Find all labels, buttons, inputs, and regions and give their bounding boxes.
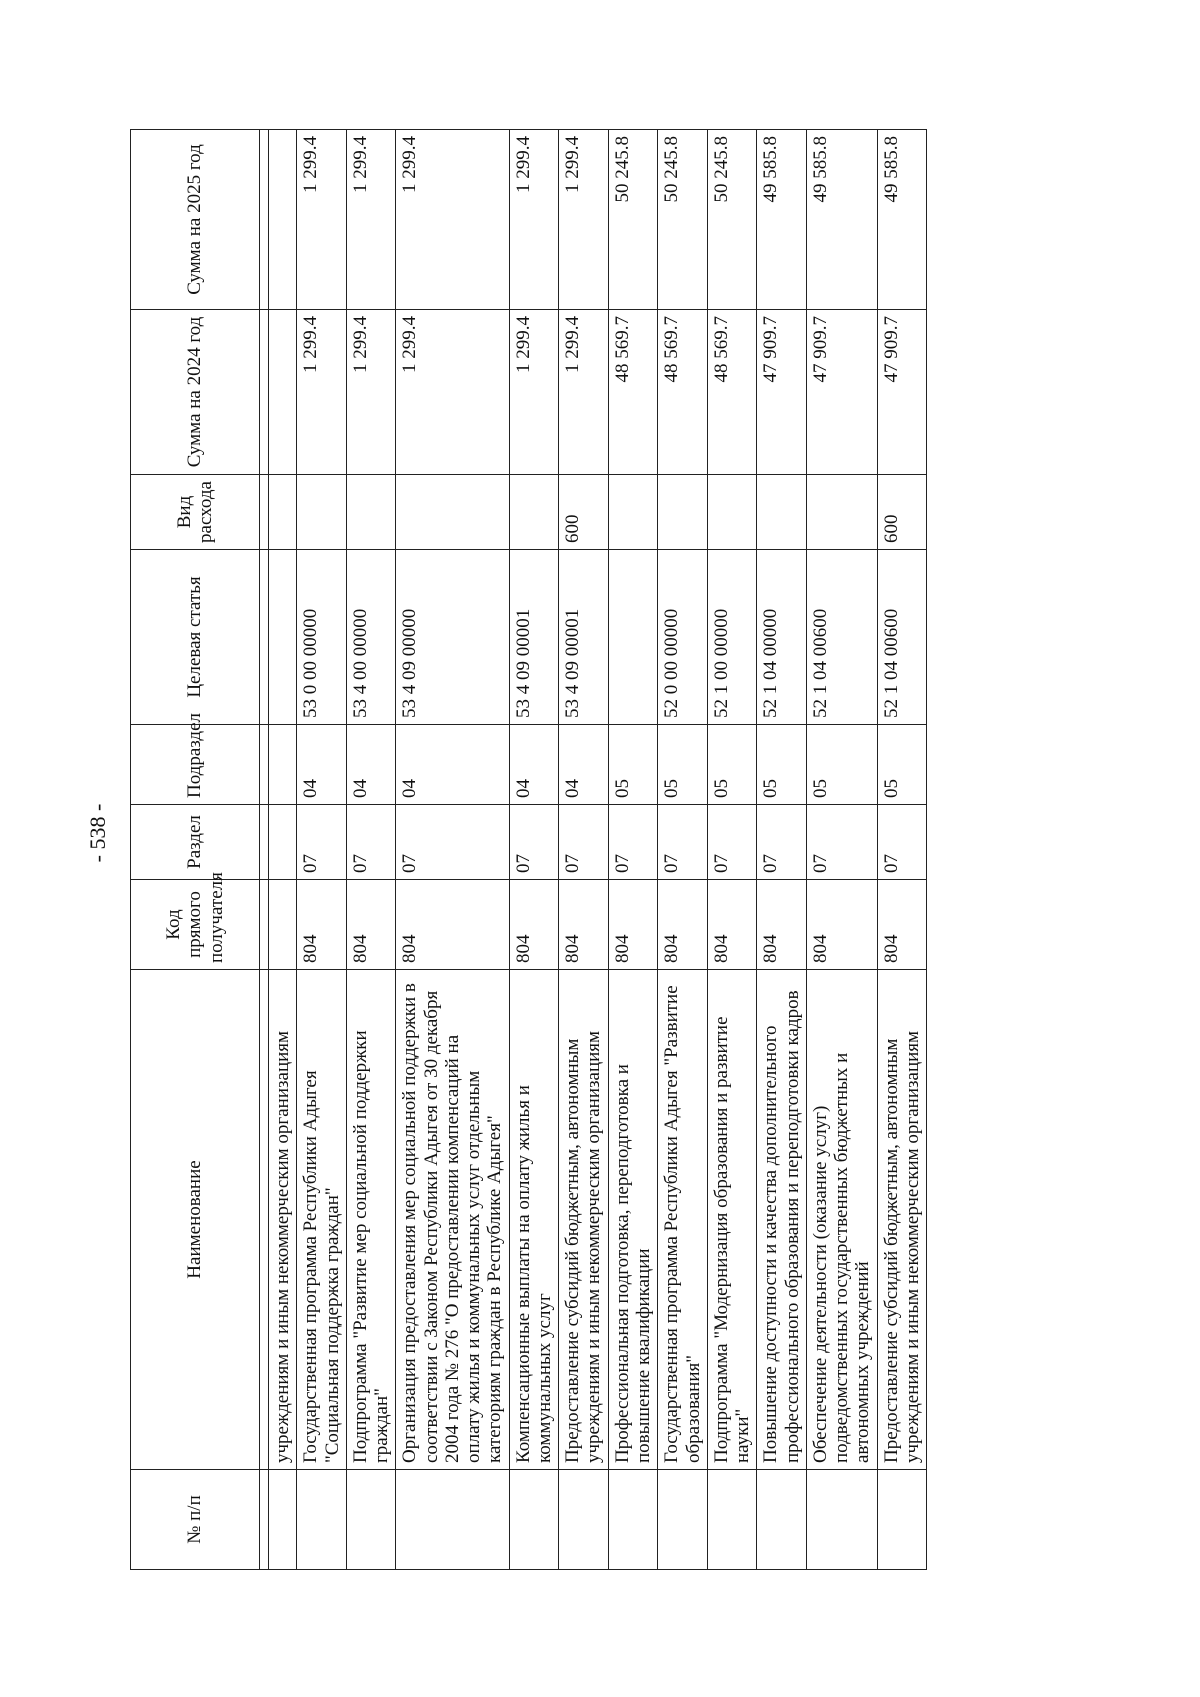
row-num-cell	[608, 1470, 658, 1570]
row-sum-2025-cell: 49 585.8	[877, 130, 927, 310]
table-body	[260, 130, 927, 1570]
row-subsection-cell: 05	[707, 725, 757, 805]
row-expense-cell	[297, 475, 347, 550]
header-sum-2025: Сумма на 2025 год	[131, 130, 260, 310]
row-sum-2025-cell: 49 585.8	[757, 130, 807, 310]
row-sum-2024-cell	[269, 310, 297, 475]
row-recipient-cell: 804	[396, 880, 509, 970]
row-sum-2024-cell: 1 299.4	[559, 310, 609, 475]
row-subsection-cell: 05	[877, 725, 927, 805]
row-target-cell	[269, 550, 297, 725]
table-row	[269, 130, 297, 1570]
row-target-cell: 52 0 00 00000	[658, 550, 708, 725]
row-subsection-cell: 05	[608, 725, 658, 805]
row-sum-2024-cell: 1 299.4	[346, 310, 396, 475]
page-number: - 538 -	[85, 803, 110, 863]
row-section-cell: 07	[346, 805, 396, 880]
row-section-cell: 07	[806, 805, 877, 880]
row-target-cell: 53 4 09 00001	[559, 550, 609, 725]
table-header-row	[131, 130, 260, 1570]
row-num-cell	[806, 1470, 877, 1570]
table-row	[806, 130, 877, 1570]
row-recipient-cell: 804	[608, 880, 658, 970]
row-section-cell: 07	[297, 805, 347, 880]
row-subsection-cell	[269, 725, 297, 805]
row-sum-2024-cell: 48 569.7	[608, 310, 658, 475]
row-num-cell	[269, 1470, 297, 1570]
row-recipient-cell	[269, 880, 297, 970]
row-sum-2024-cell: 1 299.4	[297, 310, 347, 475]
row-section-cell: 07	[608, 805, 658, 880]
row-name-cell: Предоставление субсидий бюджетным, автономным учреждениям и иным некоммерческим организациям	[877, 970, 927, 1470]
spacer-row	[260, 130, 269, 1570]
row-recipient-cell: 804	[346, 880, 396, 970]
row-subsection-cell: 04	[559, 725, 609, 805]
budget-table	[130, 129, 927, 1570]
row-expense-cell	[608, 475, 658, 550]
row-name-cell: Государственная программа Республики Адыгея "Развитие образования"	[658, 970, 708, 1470]
header-name: Наименование	[131, 970, 260, 1470]
row-sum-2024-cell: 47 909.7	[806, 310, 877, 475]
row-num-cell	[658, 1470, 708, 1570]
row-name-cell: Обеспечение деятельности (оказание услуг) подведомственных государственных бюджетных и автономных учреждений	[806, 970, 877, 1470]
row-expense-cell: 600	[559, 475, 609, 550]
row-target-cell: 53 0 00 00000	[297, 550, 347, 725]
table-row	[509, 130, 559, 1570]
row-name-cell: Предоставление субсидий бюджетным, автономным учреждениям и иным некоммерческим организациям	[559, 970, 609, 1470]
row-num-cell	[757, 1470, 807, 1570]
row-recipient-cell: 804	[658, 880, 708, 970]
row-expense-cell	[396, 475, 509, 550]
table-row	[877, 130, 927, 1570]
row-sum-2025-cell	[269, 130, 297, 310]
table-row	[658, 130, 708, 1570]
row-target-cell	[608, 550, 658, 725]
row-recipient-cell: 804	[559, 880, 609, 970]
table-row	[396, 130, 509, 1570]
row-recipient-cell: 804	[707, 880, 757, 970]
row-recipient-cell: 804	[297, 880, 347, 970]
row-recipient-cell: 804	[757, 880, 807, 970]
row-target-cell: 52 1 04 00600	[806, 550, 877, 725]
row-subsection-cell: 04	[297, 725, 347, 805]
row-section-cell: 07	[877, 805, 927, 880]
row-recipient-cell: 804	[877, 880, 927, 970]
header-recipient: Код прямого получателя	[131, 880, 260, 970]
row-section-cell: 07	[559, 805, 609, 880]
row-expense-cell	[806, 475, 877, 550]
row-subsection-cell: 05	[806, 725, 877, 805]
row-sum-2025-cell: 1 299.4	[297, 130, 347, 310]
row-num-cell	[509, 1470, 559, 1570]
table-row	[707, 130, 757, 1570]
row-sum-2025-cell: 50 245.8	[608, 130, 658, 310]
row-sum-2025-cell: 1 299.4	[559, 130, 609, 310]
row-num-cell	[297, 1470, 347, 1570]
row-expense-cell	[269, 475, 297, 550]
row-sum-2025-cell: 50 245.8	[658, 130, 708, 310]
row-name-cell: Компенсационные выплаты на оплату жилья и коммунальных услуг	[509, 970, 559, 1470]
row-target-cell: 52 1 00 00000	[707, 550, 757, 725]
row-subsection-cell: 04	[346, 725, 396, 805]
header-target: Целевая статья	[131, 550, 260, 725]
table-row	[559, 130, 609, 1570]
header-section: Раздел	[131, 805, 260, 880]
row-num-cell	[707, 1470, 757, 1570]
row-sum-2024-cell: 47 909.7	[877, 310, 927, 475]
row-num-cell	[396, 1470, 509, 1570]
row-subsection-cell: 05	[757, 725, 807, 805]
header-expense: Вид расхода	[131, 475, 260, 550]
row-name-cell: Подпрограмма "Модернизация образования и развитие науки"	[707, 970, 757, 1470]
row-expense-cell	[509, 475, 559, 550]
row-section-cell: 07	[396, 805, 509, 880]
rotated-table-container	[130, 130, 1030, 1570]
row-expense-cell	[658, 475, 708, 550]
row-num-cell	[346, 1470, 396, 1570]
row-name-cell: Государственная программа Республики Адыгея "Социальная поддержка граждан"	[297, 970, 347, 1470]
row-subsection-cell: 04	[396, 725, 509, 805]
row-expense-cell: 600	[877, 475, 927, 550]
row-recipient-cell: 804	[509, 880, 559, 970]
row-target-cell: 52 1 04 00600	[877, 550, 927, 725]
header-subsection: Подраздел	[131, 725, 260, 805]
row-sum-2024-cell: 1 299.4	[396, 310, 509, 475]
table-row	[757, 130, 807, 1570]
row-sum-2024-cell: 48 569.7	[658, 310, 708, 475]
row-sum-2025-cell: 1 299.4	[509, 130, 559, 310]
header-sum-2024: Сумма на 2024 год	[131, 310, 260, 475]
row-recipient-cell: 804	[806, 880, 877, 970]
row-section-cell: 07	[658, 805, 708, 880]
row-section-cell: 07	[509, 805, 559, 880]
row-expense-cell	[707, 475, 757, 550]
row-name-cell: Повышение доступности и качества дополнительного профессионального образования и переподготовки кадров	[757, 970, 807, 1470]
row-num-cell	[559, 1470, 609, 1570]
row-expense-cell	[757, 475, 807, 550]
row-name-cell: учреждениям и иным некоммерческим организациям	[269, 970, 297, 1470]
row-sum-2024-cell: 1 299.4	[509, 310, 559, 475]
row-section-cell	[269, 805, 297, 880]
row-sum-2024-cell: 48 569.7	[707, 310, 757, 475]
row-section-cell: 07	[757, 805, 807, 880]
row-expense-cell	[346, 475, 396, 550]
row-section-cell: 07	[707, 805, 757, 880]
row-name-cell: Организация предоставления мер социальной поддержки в соответствии с Законом Республики Адыгея от 30 декабря 2004 года № 276 "О предоставлении компенсаций на оплату жилья и коммунальных услуг отдельным категориям граждан в Республике Адыгея"	[396, 970, 509, 1470]
row-sum-2025-cell: 50 245.8	[707, 130, 757, 310]
row-subsection-cell: 05	[658, 725, 708, 805]
table-row	[608, 130, 658, 1570]
row-sum-2025-cell: 1 299.4	[396, 130, 509, 310]
row-target-cell: 52 1 04 00000	[757, 550, 807, 725]
row-name-cell: Подпрограмма "Развитие мер социальной поддержки граждан"	[346, 970, 396, 1470]
row-num-cell	[877, 1470, 927, 1570]
row-target-cell: 53 4 09 00001	[509, 550, 559, 725]
row-target-cell: 53 4 09 00000	[396, 550, 509, 725]
row-subsection-cell: 04	[509, 725, 559, 805]
table-row	[297, 130, 347, 1570]
row-sum-2024-cell: 47 909.7	[757, 310, 807, 475]
header-num: № п/п	[131, 1470, 260, 1570]
row-sum-2025-cell: 49 585.8	[806, 130, 877, 310]
table-row	[346, 130, 396, 1570]
row-target-cell: 53 4 00 00000	[346, 550, 396, 725]
row-name-cell: Профессиональная подготовка, переподготовка и повышение квалификации	[608, 970, 658, 1470]
row-sum-2025-cell: 1 299.4	[346, 130, 396, 310]
